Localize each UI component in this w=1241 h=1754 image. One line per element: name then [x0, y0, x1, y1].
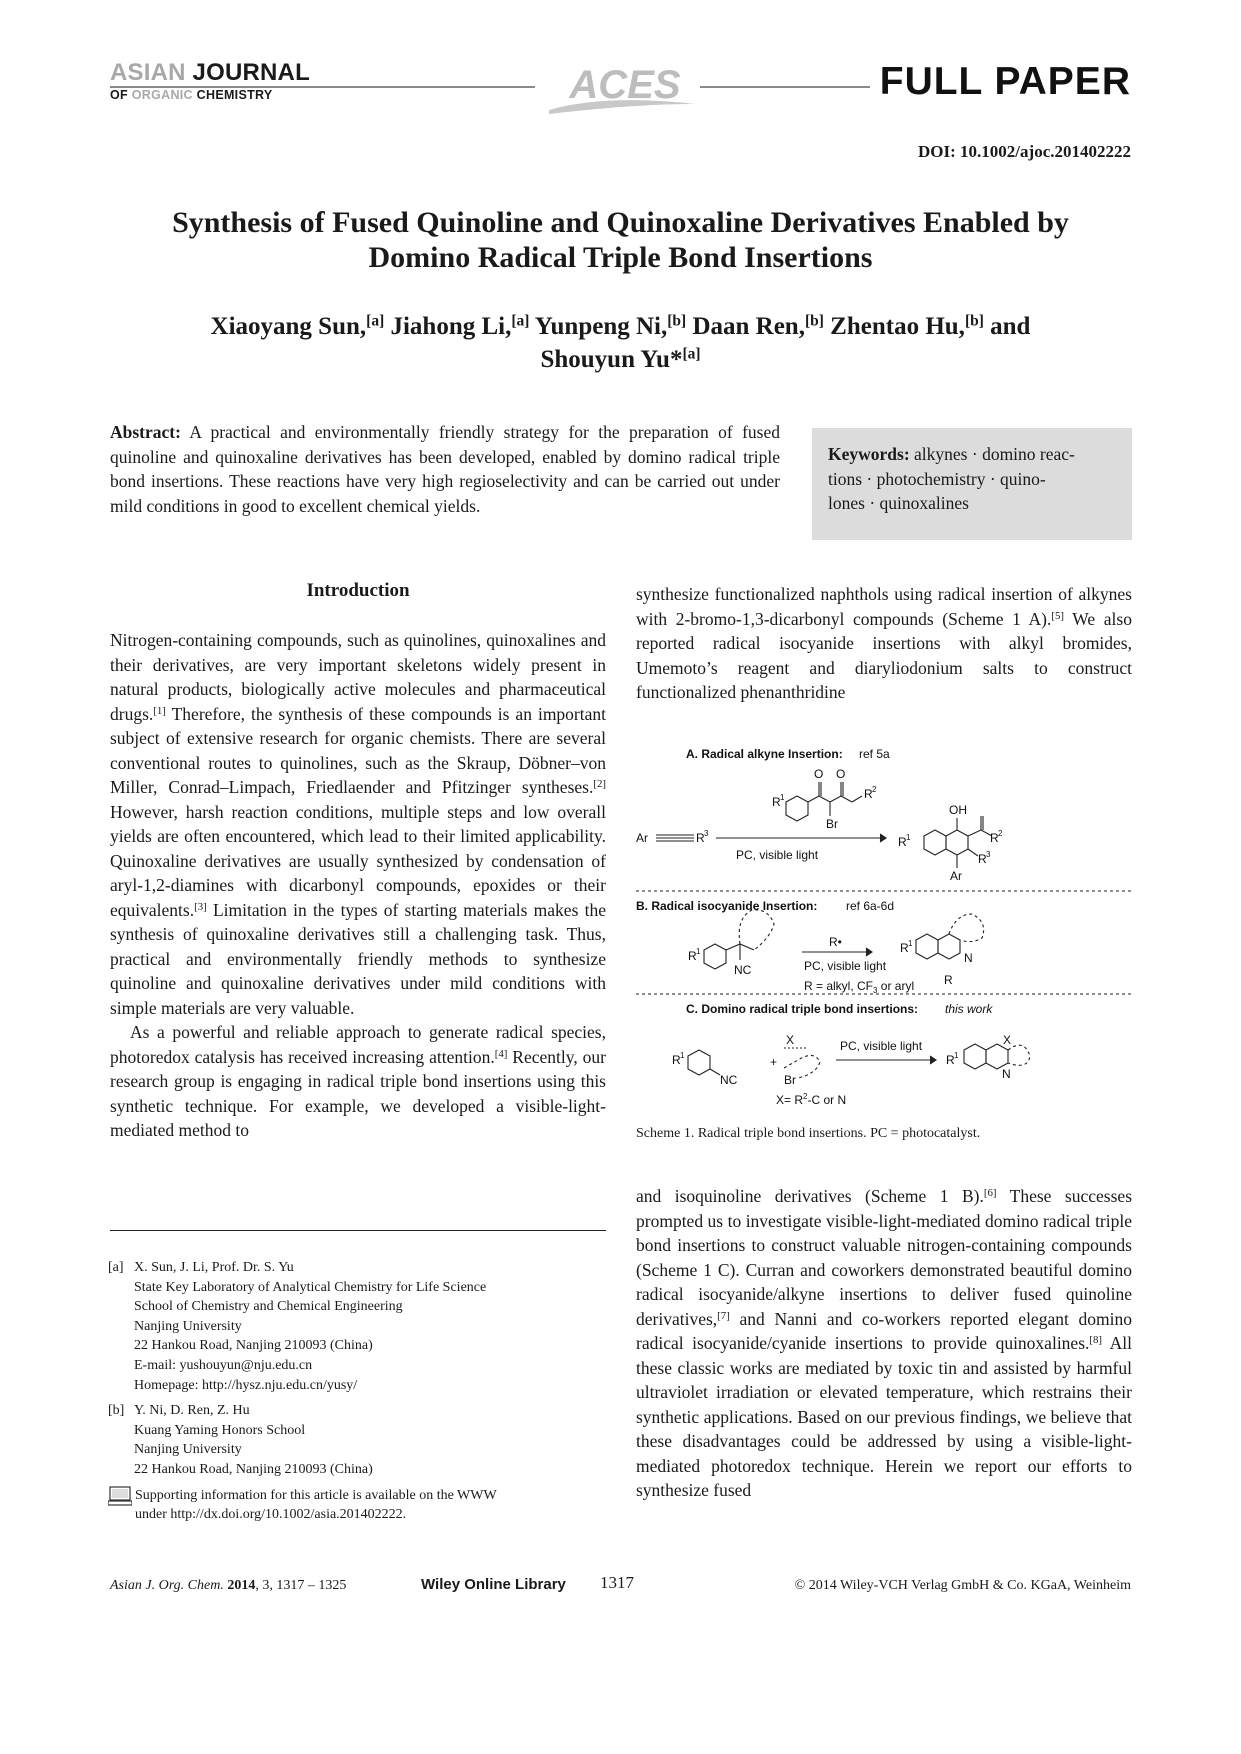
- svg-text:R: R: [696, 831, 705, 845]
- keywords-box: [812, 428, 1132, 540]
- right-column-text-bottom: [636, 1184, 1132, 1503]
- footer-citation: Asian J. Org. Chem. 2014, 3, 1317 – 1325: [110, 1578, 347, 1593]
- svg-text:R: R: [772, 795, 781, 809]
- svg-text:1: 1: [908, 939, 913, 948]
- supporting-info-link[interactable]: under http://dx.doi.org/10.1002/asia.201402222.: [135, 1507, 407, 1523]
- author-list: [110, 310, 1131, 376]
- svg-text:R: R: [944, 973, 953, 987]
- citation[interactable]: [8]: [1089, 1334, 1103, 1347]
- journal-name-asian: ASIAN: [110, 59, 186, 86]
- supporting-info: Supporting information for this article is available on the WWW under http://dx.doi.org/10.1002/asia.201402222.: [108, 1486, 608, 1525]
- header-rule-left: [110, 86, 535, 88]
- svg-text:R: R: [898, 835, 907, 849]
- citation[interactable]: [4]: [494, 1047, 508, 1060]
- svg-text:R: R: [978, 852, 987, 866]
- author-conjunction: and: [990, 313, 1031, 340]
- author-affiliation: [a]: [511, 312, 530, 330]
- affiliations: [108, 1258, 608, 1531]
- affiliation-b: [b] Y. Ni, D. Ren, Z. Hu Kuang Yaming Honors School Nanjing University 22 Hankou Road, Nanjing 210093 (China): [108, 1401, 608, 1479]
- author-name: Daan Ren,: [692, 313, 805, 340]
- svg-text:1: 1: [680, 1051, 685, 1060]
- svg-text:R: R: [672, 1053, 681, 1067]
- keywords-line: lones · quinoxalines: [828, 493, 969, 513]
- journal-organic: ORGANIC: [131, 88, 193, 102]
- svg-text:N: N: [1002, 1067, 1011, 1081]
- svg-text:2: 2: [872, 785, 877, 794]
- author-affiliation: [b]: [667, 312, 687, 330]
- scheme-a-ref: ref 5a: [859, 747, 890, 761]
- svg-text:Ar: Ar: [950, 869, 962, 883]
- benzene-ring: [786, 796, 808, 821]
- author-name: Shouyun Yu*: [540, 346, 683, 373]
- author-name: Jiahong Li,: [390, 313, 512, 340]
- svg-text:R: R: [900, 941, 909, 955]
- journal-name-journal: JOURNAL: [192, 59, 310, 86]
- scheme-b-title: B. Radical isocyanide Insertion:: [636, 899, 818, 913]
- scheme-c-ref: this work: [945, 1002, 993, 1016]
- svg-text:1: 1: [780, 793, 785, 802]
- author-affiliation: [a]: [682, 345, 701, 363]
- scheme-1-figure: [636, 738, 1132, 1123]
- journal-chemistry: CHEMISTRY: [196, 88, 273, 102]
- svg-text:N: N: [964, 951, 973, 965]
- svg-text:R: R: [688, 949, 697, 963]
- citation[interactable]: [1]: [153, 704, 166, 717]
- scheme-b-ref: ref 6a-6d: [846, 899, 895, 913]
- citation[interactable]: [7]: [717, 1309, 730, 1322]
- aces-logo: [545, 58, 705, 118]
- keywords-line: alkynes · domino reac-: [914, 444, 1075, 464]
- article-title: [110, 205, 1131, 275]
- svg-text:1: 1: [954, 1051, 959, 1060]
- svg-text:X: X: [786, 1033, 795, 1047]
- svg-text:+: +: [770, 1055, 778, 1069]
- email-link[interactable]: E-mail: yushouyun@nju.edu.cn: [134, 1357, 313, 1373]
- author-name: Zhentao Hu,: [830, 313, 965, 340]
- header-rule-right: [700, 86, 870, 88]
- citation[interactable]: [3]: [194, 900, 207, 913]
- right-column-text-top: [636, 582, 1132, 705]
- title-line-2: Domino Radical Triple Bond Insertions: [368, 241, 873, 274]
- abstract-text: A practical and environmentally friendly strategy for the preparation of fused quinoline and quinoxaline derivatives has been developed, enabled by domino radical triple bond insertions. These reactions have very high regioselectivity and can be carried out under mild conditions in good to excellent chemical yields.: [110, 422, 780, 516]
- affiliation-tag: [a]: [108, 1260, 124, 1275]
- author-name: Yunpeng Ni,: [534, 313, 668, 340]
- svg-text:O: O: [836, 767, 846, 781]
- keywords-line: tions · photochemistry · quino-: [828, 468, 1046, 489]
- abstract-label: Abstract:: [110, 422, 181, 442]
- author-affiliation: [b]: [804, 312, 824, 330]
- abstract: [110, 420, 780, 518]
- citation[interactable]: [2]: [593, 778, 606, 791]
- condition-label: PC, visible light: [736, 848, 819, 862]
- svg-text:Ar: Ar: [636, 831, 648, 845]
- scheme-c-title: C. Domino radical triple bond insertions:: [686, 1002, 919, 1016]
- paragraph: Nitrogen-containing compounds, such as quinolines, quinoxalines and their derivatives, are very important skeletons widely present in natural products, biologically active molecules and pharmaceutical drugs.[1] Therefore, the synthesis of these compounds is an important subject of extensive research for organic chemists. There are several conventional routes to quinolines, such as the Skraup, Döbner–von Miller, Conrad–Limpach, Friedlaender and Pfitzinger syntheses.[2] However, harsh reaction conditions, multiple steps and low overall yields are often encountered, which lead to their limited applicability. Quinoxaline derivatives are usually synthesized by condensation of aryl-1,2-diamines with dicarbonyl compounds, epoxides or their equivalents.[3] Limitation in the types of starting materials makes the synthesis of quinoxaline derivatives still a challenging task. Thus, practical and environmentally friendly methods to synthesize quinoline and quinoxaline derivatives under mild conditions with simple materials are very valuable.: [110, 630, 606, 1018]
- x-definition: $X= R^2-C$ or N: [776, 1092, 847, 1107]
- scheme-caption: Scheme 1. Radical triple bond insertions. PC = photocatalyst.: [636, 1126, 981, 1141]
- svg-text:R: R: [864, 787, 873, 801]
- svg-text:X: X: [1003, 1033, 1012, 1047]
- condition-label: PC, visible light: [840, 1039, 923, 1053]
- affiliation-a: [a] X. Sun, J. Li, Prof. Dr. S. Yu State Key Laboratory of Analytical Chemistry for Life Science School of Chemistry and Chemical Engineering Nanjing University 22 Hankou Road, Nanjing 210093 (China) E-mail: yushouyun@nju.edu.cn Homepage: http://hysz.nju.edu.cn/yusy/: [108, 1258, 608, 1395]
- journal-of: OF: [110, 88, 128, 102]
- svg-text:3: 3: [704, 829, 709, 838]
- affiliation-tag: [b]: [108, 1403, 125, 1419]
- author-affiliation: [b]: [964, 312, 984, 330]
- scheme-a-title: A. Radical alkyne Insertion:: [686, 747, 843, 761]
- homepage-link[interactable]: Homepage: http://hysz.nju.edu.cn/yusy/: [134, 1377, 358, 1393]
- citation[interactable]: [6]: [983, 1187, 997, 1200]
- wiley-online-library-link[interactable]: Wiley Online Library: [421, 1576, 566, 1593]
- svg-text:1: 1: [906, 833, 911, 842]
- svg-text:1: 1: [696, 947, 701, 956]
- section-heading: Introduction: [306, 580, 410, 601]
- svg-text:2: 2: [998, 829, 1003, 838]
- page-number: 1317: [600, 1573, 634, 1592]
- svg-text:Br: Br: [784, 1073, 796, 1087]
- author-affiliation: [a]: [366, 312, 385, 330]
- svg-text:NC: NC: [734, 963, 752, 977]
- svg-text:R: R: [946, 1053, 955, 1067]
- r-definition: R = alkyl, $CF_3$ or aryl: [804, 979, 915, 995]
- svg-text:R•: R•: [829, 935, 842, 949]
- citation[interactable]: [5]: [1051, 609, 1064, 622]
- footnote-rule: [110, 1230, 606, 1231]
- svg-text:NC: NC: [720, 1073, 738, 1087]
- doi: DOI: 10.1002/ajoc.201402222: [918, 142, 1131, 161]
- left-column-text: [110, 628, 606, 1143]
- condition-label: PC, visible light: [804, 959, 887, 973]
- copyright: © 2014 Wiley-VCH Verlag GmbH & Co. KGaA, Weinheim: [794, 1578, 1131, 1593]
- paragraph: and isoquinoline derivatives (Scheme 1 B).[6] These successes prompted us to investigate visible-light-mediated domino radical triple bond insertions to construct valuable nitrogen-containing compounds (Scheme 1 C). Curran and coworkers demonstrated beautiful domino radical isocyanide/alkyne insertions to deliver fused quinoline derivatives,[7] and Nanni and co-workers reported elegant domino radical isocyanide/cyanide insertions to provide quinoxalines.[8] All these classic works are mediated by toxic tin and assisted by harmful ultraviolet irradiation or elevated temperature, which restrains their synthetic applications. Based on our previous findings, we believe that these disadvantages could be addressed by using a visible-light-mediated photoredox technique. Herein we report our efforts to synthesize fused: [636, 1186, 1132, 1500]
- paragraph: synthesize functionalized naphthols using radical insertion of alkynes with 2-bromo-1,3-dicarbonyl compounds (Scheme 1 A).[5] We also reported radical isocyanide insertions with alkyl bromides, Umemoto’s reagent and diaryliodonium salts to construct functionalized phenanthridine: [636, 584, 1132, 702]
- svg-text:OH: OH: [949, 803, 967, 817]
- section-label: FULL PAPER: [879, 60, 1131, 103]
- computer-icon: [108, 1486, 132, 1506]
- svg-text:O: O: [814, 767, 824, 781]
- title-line-1: Synthesis of Fused Quinoline and Quinoxaline Derivatives Enabled by: [172, 206, 1069, 239]
- journal-logo: [110, 60, 310, 104]
- svg-text:ACES: ACES: [569, 63, 681, 107]
- author-name: Xiaoyang Sun,: [210, 313, 367, 340]
- svg-text:3: 3: [986, 850, 991, 859]
- svg-text:Br: Br: [826, 817, 838, 831]
- paragraph: As a powerful and reliable approach to generate radical species, photoredox catalysis has received increasing attention.[4] Recently, our research group is engaging in radical triple bond insertions using this synthetic technique. For example, we developed a visible-light-mediated method to: [110, 1022, 606, 1140]
- svg-text:R: R: [990, 831, 999, 845]
- keywords-label: Keywords:: [828, 444, 910, 464]
